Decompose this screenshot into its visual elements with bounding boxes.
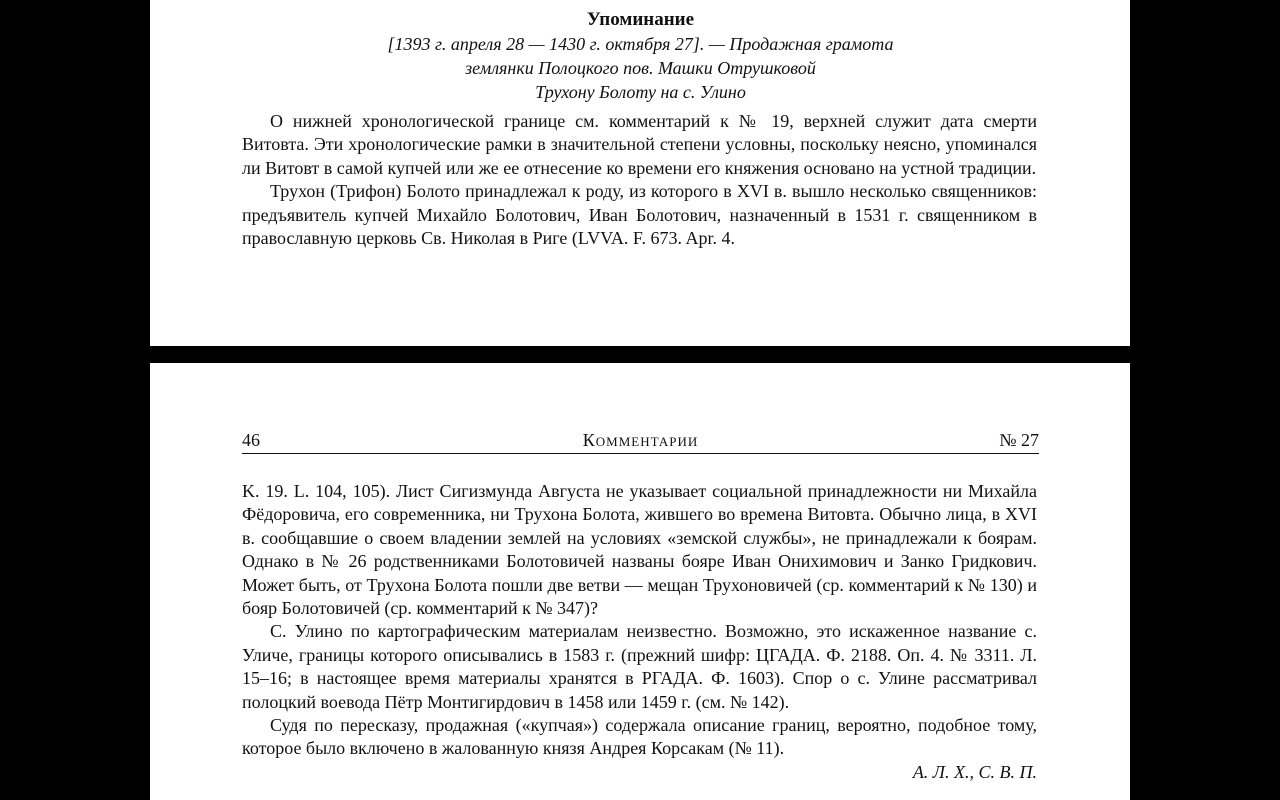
subtitle-line-1: [1393 г. апреля 28 — 1430 г. октября 27]. — Продажная грамота — [387, 34, 894, 54]
paragraph-chronology: О нижней хронологической границе см. комментарий к № 19, верхней служит дата смерти Витовта. Эти хронологические рамки в значительной степени условны, поскольку неясно, упоминался ли Витовт в самой купчей или же ее отнесение ко времени его княжения основано на устной традиции. — [242, 111, 1037, 178]
document-number: № 27 — [999, 430, 1039, 450]
body-text-top — [242, 110, 1037, 250]
page-number: 46 — [242, 430, 260, 450]
paragraph-trukhon: Трухон (Трифон) Болото принадлежал к роду, из которого в XVI в. вышло несколько священников: предъявитель купчей Михайло Болотович, Иван Болотович, назначенный в 1531 г. священником в православную церковь Св. Николая в Риге (LVVA. F. 673. Apr. 4. — [242, 181, 1037, 249]
document-page-bottom — [150, 363, 1130, 800]
heading-mention: Упоминание — [586, 9, 695, 30]
document-header — [242, 8, 1039, 104]
document-page-top — [150, 0, 1130, 346]
authors-signature: А. Л. Х., С. В. П. — [912, 761, 1037, 782]
running-head — [242, 427, 1039, 454]
section-title: Комментарии — [582, 430, 699, 450]
subtitle-line-3: Трухону Болоту на с. Улино — [535, 82, 746, 102]
body-text-bottom — [242, 480, 1037, 784]
paragraph-ulino: С. Улино по картографическим материалам неизвестно. Возможно, это искаженное название с. Уличе, границы которого описывались в 1583 г. (прежний шифр: ЦГАДА. Ф. 2188. Оп. 4. № 3311. Л. 15–16; в настоящее время материалы хранятся в РГАДА. Ф. 1603). Спор о с. Улине рассматривал полоцкий воевода Пётр Монтигирдович в 1458 или 1459 г. (см. № 142). — [242, 621, 1037, 712]
paragraph-continuation: K. 19. L. 104, 105). Лист Сигизмунда Августа не указывает социальной принадлежности ни Михайла Фёдоровича, его современника, ни Трухона Болота, жившего во времена Витовта. Обычно лица, в XVI в. сообщавшие о своем владении землей на условиях «земской службы», не принадлежали к боярам. Однако в № 26 родственниками Болотовичей названы бояре Иван Онихимович и Занко Гридкович. Может быть, от Трухона Болота пошли две ветви — мещан Трухоновичей (ср. комментарий к № 130) и бояр Болотовичей (ср. комментарий к № 347)? — [242, 481, 1037, 619]
subtitle-line-2: землянки Полоцкого пов. Машки Отрушковой — [465, 58, 816, 78]
paragraph-description: Судя по пересказу, продажная («купчая») содержала описание границ, вероятно, подобное тому, которое было включено в жалованную князя Андрея Корсакам (№ 11). — [242, 715, 1037, 759]
